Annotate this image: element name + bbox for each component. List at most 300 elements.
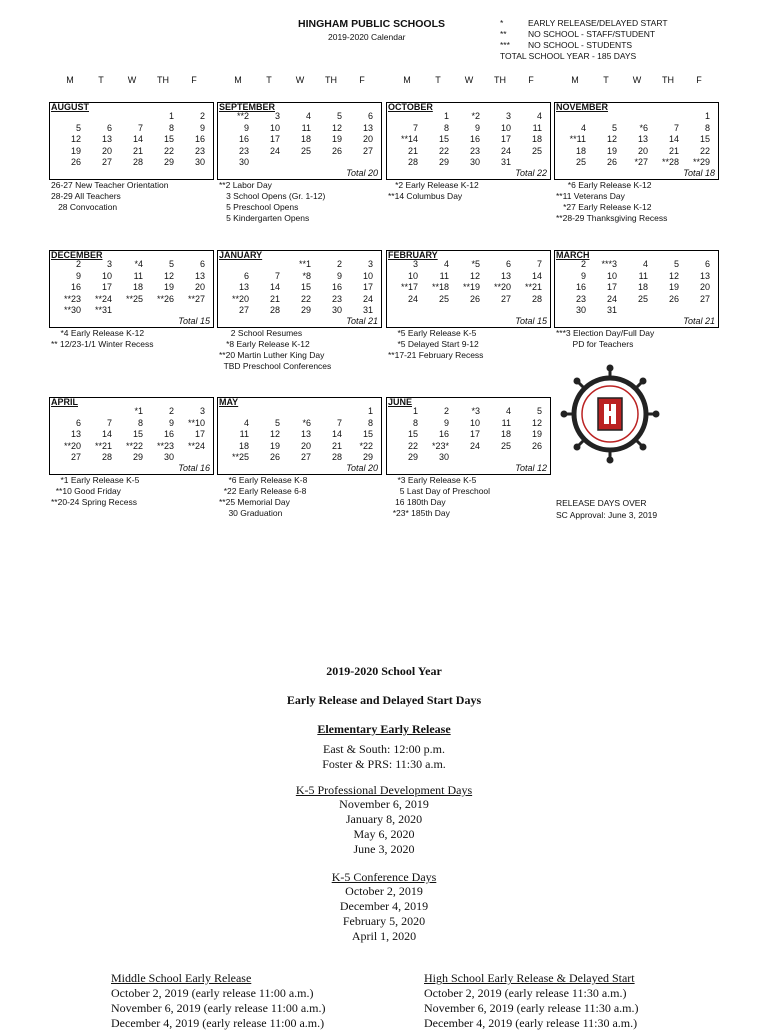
elementary-line: Foster & PRS: 11:30 a.m.: [322, 757, 446, 771]
month-calendar: [386, 102, 551, 180]
month-name: AUGUST: [51, 102, 89, 112]
note-line: *8 Early Release K-12: [219, 339, 310, 349]
day-cell: 15: [163, 134, 174, 144]
day-cell: *23*: [431, 440, 449, 451]
conference-line: December 4, 2019: [339, 899, 429, 913]
weekday-header: W: [632, 75, 642, 85]
pd-line: November 6, 2019: [339, 797, 429, 811]
weekday-header: M: [234, 75, 242, 85]
day-cell: 4: [505, 406, 511, 416]
day-cell: 9: [168, 417, 174, 428]
month-name: MAY: [219, 397, 239, 407]
day-cell: 19: [163, 282, 174, 292]
day-cell: 25: [637, 293, 648, 304]
day-cell: 5: [336, 111, 342, 121]
day-cell: 16: [575, 282, 586, 292]
day-cell: 22: [163, 145, 174, 156]
day-cell: 1: [367, 406, 373, 416]
day-cell: 20: [637, 145, 648, 156]
day-cell: 30: [331, 305, 342, 315]
day-cell: 20: [194, 282, 205, 292]
day-cell: 10: [362, 270, 373, 281]
weekday-header: F: [359, 75, 365, 85]
day-cell: 13: [699, 270, 710, 281]
note-line: TBD Preschool Conferences: [219, 361, 332, 371]
day-cell: 17: [362, 282, 373, 292]
weekday-header: T: [435, 75, 441, 85]
day-cell: 24: [500, 145, 511, 156]
day-cell: 16: [331, 282, 342, 292]
day-cell: 2: [75, 259, 81, 269]
day-cell: 6: [106, 122, 112, 133]
document-title: HINGHAM PUBLIC SCHOOLS: [298, 18, 445, 30]
day-cell: *3: [471, 406, 480, 416]
weekday-header: T: [603, 75, 609, 85]
day-cell: 13: [637, 134, 648, 144]
day-cell: 26: [531, 440, 542, 451]
day-cell: 13: [500, 270, 511, 281]
day-cell: 22: [699, 145, 710, 156]
note-line: **10 Good Friday: [51, 486, 121, 496]
month-notes: [219, 475, 307, 519]
day-cell: 18: [500, 429, 511, 439]
note-line: **17-21 February Recess: [388, 350, 484, 360]
month-calendar: [49, 397, 214, 475]
note-line: **2 Labor Day: [219, 180, 272, 190]
month-name: JANUARY: [219, 250, 263, 260]
day-cell: 12: [606, 134, 617, 144]
school-logo-icon: [560, 364, 660, 464]
month-name: JUNE: [388, 397, 413, 407]
day-cell: 7: [536, 259, 542, 269]
day-cell: 27: [70, 452, 81, 462]
month-name: OCTOBER: [388, 102, 433, 112]
note-line: **11 Veterans Day: [556, 191, 625, 201]
day-cell: 12: [331, 122, 342, 133]
month-notes: [388, 328, 483, 361]
day-cell: 22: [300, 293, 311, 304]
day-cell: **10: [187, 417, 205, 428]
day-cell: **20: [63, 440, 81, 451]
day-cell: 26: [70, 157, 81, 167]
weekday-header: F: [528, 75, 534, 85]
note-line: 5 Preschool Opens: [219, 202, 299, 212]
day-cell: 11: [501, 417, 511, 428]
day-cell: 15: [132, 429, 143, 439]
day-cell: 9: [243, 122, 249, 133]
month-notes: [51, 328, 154, 350]
day-cell: 31: [606, 305, 617, 315]
day-cell: 5: [274, 417, 280, 428]
weekday-header: TH: [325, 75, 337, 85]
day-cell: 2: [336, 259, 342, 269]
note-line: 26-27 New Teacher Orientation: [51, 180, 169, 190]
note-line: *27 Early Release K-12: [556, 202, 652, 212]
day-cell: 18: [300, 134, 311, 144]
day-cell: 13: [300, 429, 311, 439]
day-cell: **26: [156, 293, 174, 304]
day-cell: 8: [704, 122, 710, 133]
note-line: *3 Early Release K-5: [388, 475, 477, 485]
day-cell: 17: [469, 429, 480, 439]
legend-row: *** NO SCHOOL - STUDENTS: [500, 40, 633, 50]
day-cell: 13: [362, 122, 373, 133]
day-cell: 2: [443, 406, 449, 416]
conference-title: K-5 Conference Days: [331, 870, 437, 884]
day-cell: 17: [269, 134, 280, 144]
day-cell: 6: [367, 111, 373, 121]
day-cell: *2: [471, 111, 480, 121]
month-notes: [388, 180, 479, 202]
day-cell: 11: [133, 270, 143, 281]
weekday-header: M: [571, 75, 579, 85]
day-cell: 26: [331, 145, 342, 156]
day-cell: 30: [438, 452, 449, 462]
day-cell: 8: [443, 122, 449, 133]
day-cell: 30: [238, 157, 249, 167]
day-cell: 23: [575, 293, 586, 304]
note-line: 5 Last Day of Preschool: [388, 486, 491, 496]
day-cell: 17: [500, 134, 511, 144]
day-cell: **17: [400, 282, 418, 292]
day-cell: 11: [239, 429, 249, 439]
month-calendar: [386, 397, 551, 475]
day-cell: 27: [300, 452, 311, 462]
day-cell: 3: [274, 111, 280, 121]
day-cell: 6: [199, 259, 205, 269]
day-cell: 28: [331, 452, 342, 462]
day-cell: 7: [412, 122, 418, 133]
day-cell: *4: [134, 259, 143, 269]
day-cell: 14: [101, 429, 112, 439]
day-cell: 12: [163, 270, 174, 281]
note-line: 30 Graduation: [219, 508, 283, 518]
day-cell: 16: [194, 134, 205, 144]
month-name: SEPTEMBER: [219, 102, 276, 112]
day-cell: 7: [137, 122, 143, 133]
day-cell: **21: [94, 440, 112, 451]
day-cell: 2: [168, 406, 174, 416]
month-total: Total 18: [683, 168, 715, 178]
day-cell: 8: [168, 122, 174, 133]
day-cell: 18: [238, 440, 249, 451]
weekday-header: F: [191, 75, 197, 85]
month-notes: [51, 475, 139, 508]
early-release-heading: Early Release and Delayed Start Days: [286, 693, 482, 707]
legend: [500, 18, 668, 62]
day-cell: 10: [469, 417, 480, 428]
note-line: *4 Early Release K-12: [51, 328, 145, 338]
day-cell: **27: [187, 293, 205, 304]
day-cell: 9: [199, 122, 205, 133]
month-notes: [556, 328, 654, 350]
note-line: *1 Early Release K-5: [51, 475, 140, 485]
day-cell: ***3: [601, 259, 617, 269]
day-cell: 1: [443, 111, 449, 121]
day-cell: 28: [101, 452, 112, 462]
day-cell: 10: [606, 270, 617, 281]
day-cell: 27: [500, 293, 511, 304]
day-cell: 22: [407, 440, 418, 451]
day-cell: 29: [362, 452, 373, 462]
day-cell: 3: [199, 406, 205, 416]
day-cell: 12: [70, 134, 81, 144]
note-line: ** 12/23-1/1 Winter Recess: [51, 339, 154, 349]
pd-line: June 3, 2020: [353, 842, 415, 856]
school-year-heading: 2019-2020 School Year: [326, 664, 442, 678]
note-line: *6 Early Release K-8: [219, 475, 308, 485]
day-cell: 26: [668, 293, 679, 304]
weekday-header: TH: [662, 75, 674, 85]
month-calendar: [386, 250, 551, 328]
day-cell: **23: [63, 293, 81, 304]
weekday-header: M: [66, 75, 74, 85]
note-line: **14 Columbus Day: [388, 191, 463, 201]
month-name: NOVEMBER: [556, 102, 609, 112]
day-cell: 11: [439, 270, 449, 281]
day-cell: 3: [106, 259, 112, 269]
month-name: APRIL: [51, 397, 78, 407]
day-cell: 30: [163, 452, 174, 462]
day-cell: 16: [469, 134, 480, 144]
day-cell: 26: [469, 293, 480, 304]
weekday-header: M: [403, 75, 411, 85]
note-line: *5 Early Release K-5: [388, 328, 477, 338]
legend-row: TOTAL SCHOOL YEAR - 185 DAYS: [500, 51, 637, 61]
day-cell: 3: [505, 111, 511, 121]
day-cell: 31: [500, 157, 511, 167]
day-cell: 19: [668, 282, 679, 292]
day-cell: 13: [101, 134, 112, 144]
day-cell: **19: [462, 282, 480, 292]
weekday-header: F: [696, 75, 702, 85]
day-cell: 21: [132, 145, 143, 156]
day-cell: 24: [407, 293, 418, 304]
weekday-header: TH: [157, 75, 169, 85]
day-cell: 27: [101, 157, 112, 167]
day-cell: **11: [569, 134, 586, 144]
day-cell: *27: [634, 157, 648, 167]
day-cell: 6: [704, 259, 710, 269]
day-cell: 9: [336, 270, 342, 281]
day-cell: **31: [94, 305, 112, 315]
day-cell: 21: [668, 145, 679, 156]
day-cell: 7: [274, 270, 280, 281]
day-cell: 2: [580, 259, 586, 269]
day-cell: 15: [300, 282, 311, 292]
day-cell: 25: [300, 145, 311, 156]
day-cell: 12: [469, 270, 480, 281]
elementary-title: Elementary Early Release: [317, 722, 451, 736]
day-cell: 23: [469, 145, 480, 156]
month-total: Total 16: [178, 463, 210, 473]
day-cell: 5: [536, 406, 542, 416]
day-cell: 5: [75, 122, 81, 133]
day-cell: **18: [431, 282, 449, 292]
day-cell: 19: [70, 145, 81, 156]
day-cell: 14: [331, 429, 342, 439]
month-notes: [219, 328, 331, 372]
month-total: Total 20: [346, 463, 378, 473]
document-subtitle: 2019-2020 Calendar: [328, 32, 406, 42]
day-cell: 19: [269, 440, 280, 451]
month-notes: [388, 475, 490, 519]
day-cell: 19: [331, 134, 342, 144]
day-cell: 24: [362, 293, 373, 304]
day-cell: 15: [699, 134, 710, 144]
day-cell: 24: [269, 145, 280, 156]
day-cell: 4: [443, 259, 449, 269]
day-cell: 21: [407, 145, 418, 156]
day-cell: 20: [300, 440, 311, 451]
day-cell: 25: [575, 157, 586, 167]
month-calendar: [49, 250, 214, 328]
month-total: Total 21: [346, 316, 378, 326]
day-cell: 7: [336, 417, 342, 428]
note-line: ***3 Election Day/Full Day: [556, 328, 655, 338]
day-cell: 9: [75, 270, 81, 281]
day-cell: **30: [63, 305, 81, 315]
conference-line: October 2, 2019: [345, 884, 423, 898]
day-cell: 30: [469, 157, 480, 167]
day-cell: 13: [70, 429, 81, 439]
day-cell: 1: [168, 111, 174, 121]
day-cell: **14: [400, 134, 418, 144]
month-calendar: [217, 397, 382, 475]
day-cell: 14: [668, 134, 679, 144]
weekday-header: TH: [494, 75, 506, 85]
day-cell: **25: [125, 293, 143, 304]
month-calendar: [217, 250, 382, 328]
day-cell: 8: [137, 417, 143, 428]
day-cell: 20: [699, 282, 710, 292]
day-cell: 28: [132, 157, 143, 167]
day-cell: **21: [524, 282, 542, 292]
day-cell: 4: [536, 111, 542, 121]
day-cell: 24: [606, 293, 617, 304]
month-total: Total 12: [515, 463, 547, 473]
day-cell: 9: [580, 270, 586, 281]
day-cell: 16: [70, 282, 81, 292]
day-cell: 21: [331, 440, 342, 451]
day-cell: 9: [474, 122, 480, 133]
note-line: **28-29 Thanksgiving Recess: [556, 213, 668, 223]
note-line: 3 School Opens (Gr. 1-12): [219, 191, 326, 201]
day-cell: 20: [101, 145, 112, 156]
day-cell: 27: [362, 145, 373, 156]
day-cell: 7: [106, 417, 112, 428]
note-line: *5 Delayed Start 9-12: [388, 339, 479, 349]
day-cell: 11: [301, 122, 311, 133]
day-cell: 6: [243, 270, 249, 281]
note-line: *2 Early Release K-12: [388, 180, 479, 190]
conference-line: April 1, 2020: [351, 929, 417, 943]
day-cell: 1: [704, 111, 710, 121]
weekday-header: T: [98, 75, 104, 85]
day-cell: 21: [269, 293, 280, 304]
day-cell: 29: [407, 452, 418, 462]
day-cell: 12: [668, 270, 679, 281]
day-cell: 10: [269, 122, 280, 133]
day-cell: 14: [132, 134, 143, 144]
day-cell: 23: [331, 293, 342, 304]
day-cell: 12: [531, 417, 542, 428]
day-cell: 14: [531, 270, 542, 281]
weekday-header: W: [464, 75, 474, 85]
month-name: FEBRUARY: [388, 250, 438, 260]
day-cell: **25: [231, 452, 249, 462]
day-cell: 5: [611, 122, 617, 133]
conference-line: February 5, 2020: [342, 914, 426, 928]
day-cell: 26: [606, 157, 617, 167]
day-cell: 28: [269, 305, 280, 315]
day-cell: 18: [132, 282, 143, 292]
day-cell: 30: [194, 157, 205, 167]
day-cell: 31: [362, 305, 373, 315]
day-cell: 5: [673, 259, 679, 269]
day-cell: **2: [236, 111, 249, 121]
day-cell: 3: [412, 259, 418, 269]
day-cell: 29: [132, 452, 143, 462]
day-cell: *8: [302, 270, 311, 281]
day-cell: 27: [238, 305, 249, 315]
note-line: *23* 185th Day: [388, 508, 450, 518]
day-cell: 14: [269, 282, 280, 292]
day-cell: *5: [471, 259, 480, 269]
day-cell: 25: [531, 145, 542, 156]
day-cell: 18: [531, 134, 542, 144]
day-cell: **28: [661, 157, 679, 167]
note-line: *6 Early Release K-12: [556, 180, 652, 190]
day-cell: 18: [637, 282, 648, 292]
month-notes: [219, 180, 325, 224]
day-cell: 22: [438, 145, 449, 156]
weekday-header: W: [295, 75, 305, 85]
month-total: Total 15: [515, 316, 547, 326]
note-line: 28-29 All Teachers: [51, 191, 121, 201]
release-days-note: RELEASE DAYS OVER SC Approval: June 3, 2019: [556, 498, 658, 520]
weekday-header: T: [266, 75, 272, 85]
day-cell: **29: [692, 157, 710, 167]
day-cell: 29: [438, 157, 449, 167]
note-line: **25 Memorial Day: [219, 497, 290, 507]
day-cell: 29: [163, 157, 174, 167]
day-cell: **24: [187, 440, 205, 451]
day-cell: 23: [194, 145, 205, 156]
day-cell: 30: [575, 305, 586, 315]
day-cell: 11: [532, 122, 542, 133]
day-cell: 5: [168, 259, 174, 269]
day-cell: 10: [101, 270, 112, 281]
month-total: Total 20: [346, 168, 378, 178]
pd-line: May 6, 2020: [353, 827, 415, 841]
day-cell: 19: [606, 145, 617, 156]
day-cell: 12: [269, 429, 280, 439]
day-cell: 17: [101, 282, 112, 292]
day-cell: **20: [231, 293, 249, 304]
day-cell: **20: [493, 282, 511, 292]
day-cell: 4: [580, 122, 586, 133]
day-cell: 20: [362, 134, 373, 144]
note-line: *22 Early Release 6-8: [219, 486, 307, 496]
day-cell: 13: [194, 270, 205, 281]
day-cell: 4: [305, 111, 311, 121]
day-cell: 17: [194, 429, 205, 439]
month-total: Total 15: [178, 316, 210, 326]
day-cell: 16: [238, 134, 249, 144]
day-cell: 28: [407, 157, 418, 167]
month-calendar: [49, 102, 214, 180]
